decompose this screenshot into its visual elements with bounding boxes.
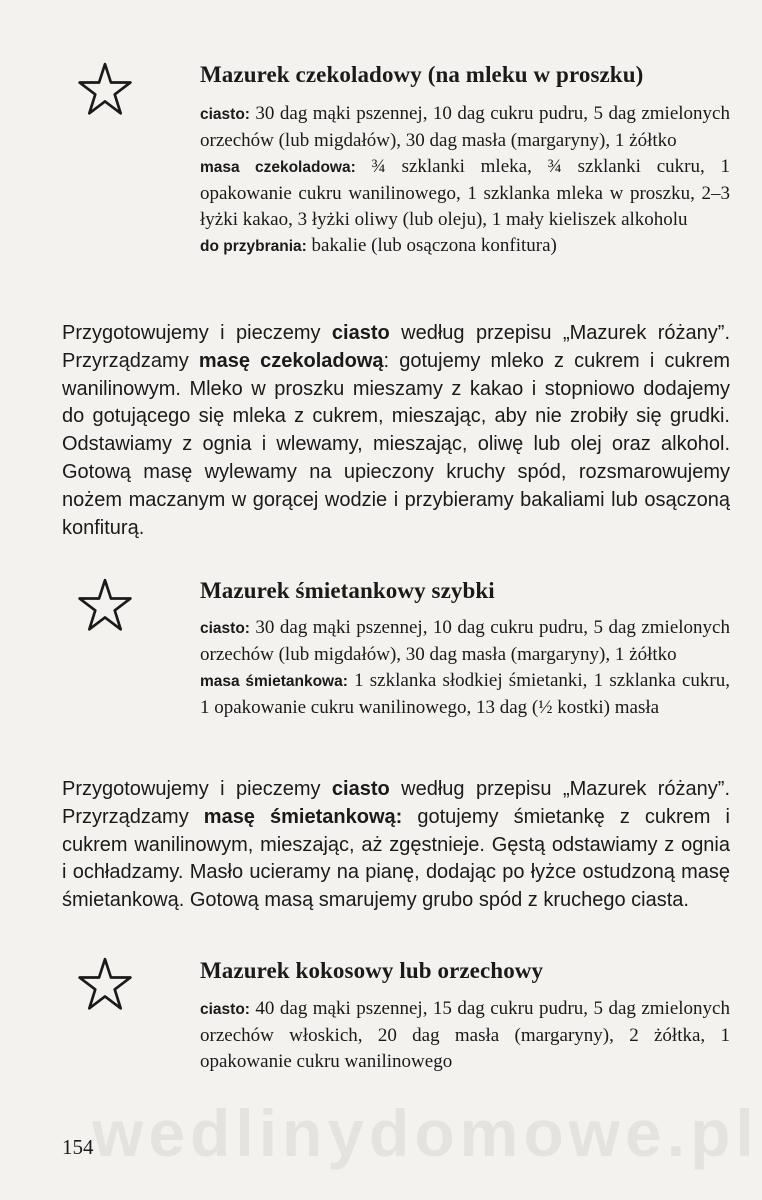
- ingredient-label: ciasto:: [200, 1001, 250, 1018]
- ingredient-label: do przybrania:: [200, 238, 307, 255]
- star-icon: [78, 578, 132, 632]
- ingredient-group: [200, 996, 730, 1075]
- ingredient-group: [200, 615, 730, 668]
- ingredient-text: 40 dag mąki pszennej, 15 dag cukru pudru, 5 dag zmielonych orzechów włoskich, 20 dag masła (margaryny), 2 żółtka, 1 opakowanie cukru wanilinowego: [200, 998, 730, 1072]
- recipe-instructions: Przygotowujemy i pieczemy ciasto według przepisu „Mazurek różany”. Przyrządzamy masę czekoladową: gotujemy mleko z cukrem i cukrem wanilinowym. Mleko w proszku mieszamy z kakao i stopniowo dodajemy do gotującego się mleka z cukrem, mieszając, aby nie zrobiły się grudki. Odstawiamy z ognia i wlewamy, mieszając, oliwę lub olej oraz alkohol. Gotową masę wylewamy na upieczony kruchy spód, rozsmarowujemy nożem maczanym w gorącej wodzie i przybieramy bakaliami lub osączoną konfiturą.: [62, 322, 731, 539]
- recipe-title: Mazurek kokosowy lub orzechowy: [200, 958, 544, 983]
- ingredient-group: [200, 101, 730, 154]
- recipe-title: Mazurek czekoladowy (na mleku w proszku): [200, 62, 644, 87]
- ingredient-list: [200, 615, 730, 721]
- recipe-title: Mazurek śmietankowy szybki: [200, 578, 495, 603]
- ingredient-group: [200, 233, 730, 260]
- ingredient-label: ciasto:: [200, 106, 250, 123]
- star-icon: [78, 62, 132, 116]
- watermark: wedlinydomowe.pl: [92, 1096, 759, 1170]
- ingredient-label: ciasto:: [200, 620, 250, 637]
- ingredient-group: [200, 154, 730, 233]
- ingredient-text: bakalie (lub osączona konfitura): [306, 235, 557, 256]
- ingredient-text: 30 dag mąki pszennej, 10 dag cukru pudru, 5 dag zmielonych orzechów (lub migdałów), 30 dag masła (margaryny), 1 żółtko: [200, 103, 730, 151]
- star-icon: [78, 957, 132, 1011]
- ingredient-list: [200, 101, 730, 260]
- ingredient-text: 1 szklanka słodkiej śmietanki, 1 szklanka cukru, 1 opakowanie cukru wanilinowego, 13 dag (½ kostki) masła: [200, 670, 730, 718]
- ingredient-text: ¾ szklanki mleka, ¾ szklanki cukru, 1 opakowanie cukru wanilinowego, 1 szklanka mleka w proszku, 2–3 łyżki kakao, 3 łyżki oliwy (lub oleju), 1 mały kieliszek alkoholu: [200, 156, 730, 230]
- ingredient-group: [200, 668, 730, 721]
- page-number: 154: [62, 1135, 94, 1159]
- ingredient-list: [200, 996, 730, 1075]
- ingredient-label: masa śmietankowa:: [200, 673, 348, 690]
- ingredient-label: masa czekoladowa:: [200, 159, 356, 176]
- recipe-instructions: Przygotowujemy i pieczemy ciasto według przepisu „Mazurek różany”. Przyrządzamy masę śmietankową: gotujemy śmietankę z cukrem i cukrem wanilinowym, mieszając, aż zgęstnieje. Gęstą odstawiamy z ognia i ochładzamy. Masło ucieramy na pianę, dodając po łyżce ostudzoną masę śmietankową. Gotową masą smarujemy grubo spód z kruchego ciasta.: [62, 778, 731, 912]
- ingredient-text: 30 dag mąki pszennej, 10 dag cukru pudru, 5 dag zmielonych orzechów (lub migdałów), 30 dag masła (margaryny), 1 żółtko: [200, 617, 730, 665]
